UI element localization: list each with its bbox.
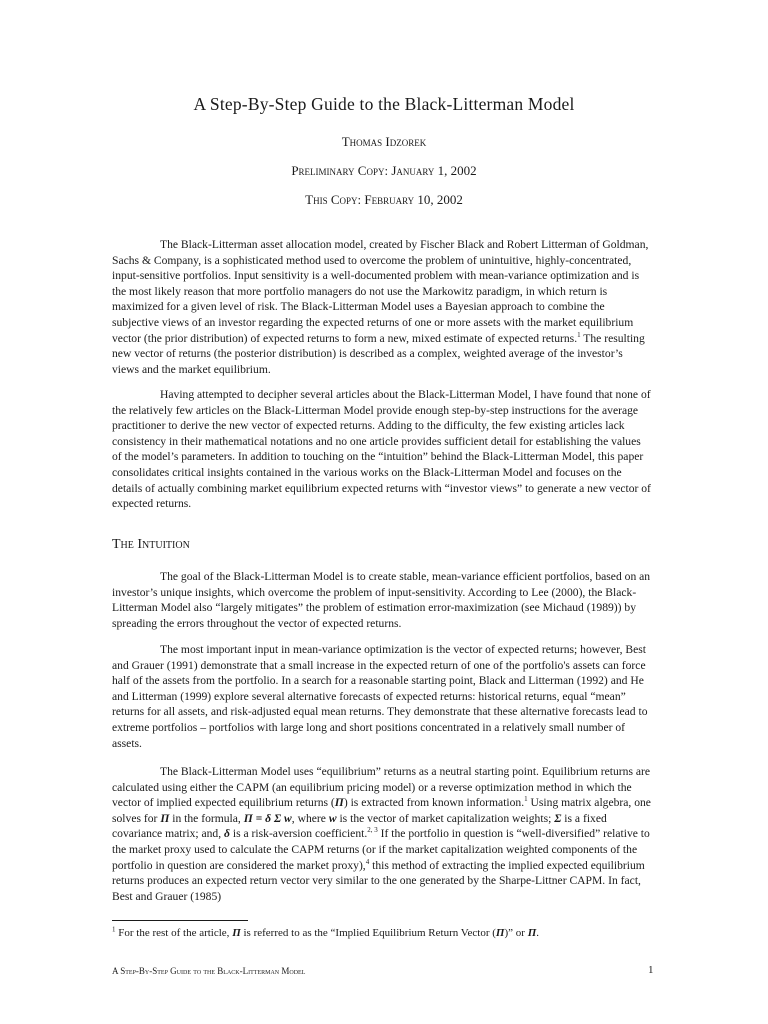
text-run: is a fixed covariance matrix; and, — [112, 811, 607, 841]
footnote-number: 1 — [112, 925, 116, 934]
text-run: in the formula, — [169, 811, 244, 825]
footnote-ref: 1 — [524, 795, 528, 804]
math-symbol: Π — [495, 927, 505, 939]
footnote-ref: 4 — [365, 857, 370, 866]
section-heading: The Intuition — [112, 537, 190, 552]
text-run: )” or — [504, 927, 528, 939]
math-symbol: Π — [527, 927, 537, 939]
text-run: For the rest of the article, — [115, 927, 233, 939]
math-symbol: δ — [224, 827, 230, 841]
text-run: is a risk-aversion coefficient. — [229, 827, 368, 841]
text-run: Using matrix algebra, one solves for — [112, 796, 651, 825]
footnote-ref: 1 — [577, 330, 581, 339]
paragraph-motivation: Having attempted to decipher several articles about the Black-Litterman Model, I have found that none of the relatively few articles on the Black-Litterman Model provide enough step-by-step instructions for the average practitioner to derive the new vector of expected returns. Adding to the difficulty, the few existing articles lack consistency in their mathematical notations and no one article provides sufficient detail for establishing the values of the model’s parameters. In addition to touching on the “intuition” behind the Black-Litterman Model, this paper consolidates critical insights contained in the various works on the Black-Litterman Model and focuses on the details of actually combining market equilibrium expected returns with “investor views” to generate a new vector of expected returns. — [112, 388, 651, 511]
math-symbol: w — [328, 811, 337, 825]
text-run: , where — [291, 811, 329, 825]
text-run: The Black-Litterman asset allocation model, created by Fischer Black and Robert Litterman of Goldman, Sachs & Company, is a sophisticated method used to overcome the problem of unintuitive, highly-concentrated, input-sensitive portfolios. Input sensitivity is a well-documented problem with mean-variance optimization and is the most likely reason that more portfolio managers do not use the Markowitz paradigm, in which return is maximized for a given level of risk. The Black-Litterman Model uses a Bayesian approach to combine the subjective views of an investor regarding the expected returns of one or more assets with the market equilibrium vector (the prior distribution) of expected returns to form a new, mixed estimate of expected returns. — [112, 238, 649, 345]
text-run: ) is extracted from known information. — [343, 796, 525, 810]
paragraph-equilibrium — [112, 764, 652, 904]
footnote — [112, 926, 652, 940]
math-symbol: Π — [160, 811, 170, 825]
paragraph-expected-returns: The most important input in mean-variance optimization is the vector of expected returns; however, Best and Grauer (1991) demonstrate that a small increase in the expected return of one of the portfolio's assets can force half of the assets from the portfolio. In a search for a reasonable starting point, Black and Litterman (1992) and He and Litterman (1999) explore several alternative forecasts of expected returns: historical returns, equal “mean” returns for all assets, and risk-adjusted equal mean returns. They demonstrate that these alternative forecasts lead to extreme portfolios – portfolios with large long and short positions concentrated in a relatively small number of assets. — [112, 643, 648, 750]
page-number: 1 — [648, 964, 654, 976]
footnote-ref: 2, 3 — [367, 826, 378, 835]
math-symbol: Σ — [554, 811, 562, 825]
author-name: Thomas Idzorek — [341, 134, 427, 149]
text-run: is referred to as the “Implied Equilibrium Return Vector ( — [240, 927, 496, 939]
text-run: is the vector of market capitalization weights; — [336, 811, 555, 825]
preliminary-copy-date: Preliminary Copy: January 1, 2002 — [291, 163, 477, 178]
text-run: The resulting new vector of returns (the posterior distribution) is described as a complex, weighted average of the investor’s views and the market equilibrium. — [112, 331, 645, 376]
paper-title: A Step-By-Step Guide to the Black-Litterman Model — [193, 94, 575, 114]
text-run: If the portfolio in question is “well-diversified” relative to the market proxy used to calculate the CAPM returns (or if the market capitalization weighted components of the portfolio in question are considered the market proxy), — [112, 827, 650, 872]
paragraph-goal: The goal of the Black-Litterman Model is to create stable, mean-variance efficient portfolios, based on an investor’s unique insights, which overcome the problem of input-sensitivity. According to Lee (2000), the Black-Litterman Model also “largely mitigates” the problem of estimation error-maximization (see Michaud (1989)) by spreading the errors throughout the vector of expected returns. — [112, 570, 651, 630]
math-symbol: Π — [334, 796, 344, 810]
this-copy-date: This Copy: February 10, 2002 — [305, 192, 463, 207]
text-run: . — [536, 927, 540, 939]
running-footer-title: A Step-By-Step Guide to the Black-Litterman Model — [112, 966, 306, 976]
text-run: The Black-Litterman Model uses “equilibrium” returns as a neutral starting point. Equilibrium returns are calculated using either the CAPM (an equilibrium pricing model) or a reverse optimization method in which the vector of implied expected equilibrium returns ( — [112, 765, 651, 810]
footnote-divider — [112, 920, 248, 921]
paragraph-intro — [112, 237, 652, 377]
math-formula: Π = δ Σ w — [243, 811, 292, 825]
text-run: this method of extracting the implied expected equilibrium returns produces an expected return vector very similar to the one generated by the Sharpe-Littner CAPM. In fact, Best and Grauer (1985) — [112, 858, 645, 903]
math-symbol: Π — [232, 927, 241, 939]
